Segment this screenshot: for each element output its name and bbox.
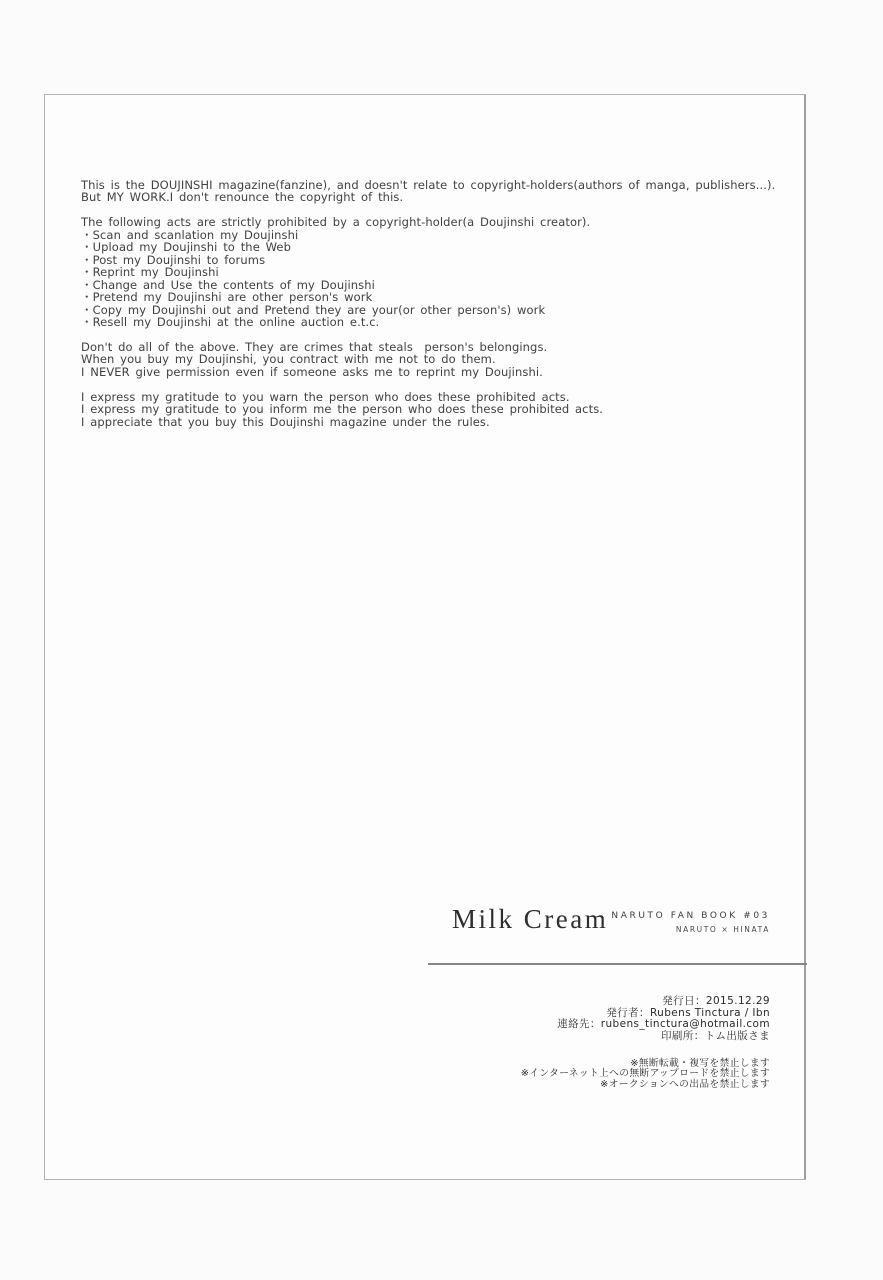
scanned-page-sheet <box>44 94 806 1180</box>
notice-intro-line: But MY WORK.I don't renounce the copyright of this. <box>81 190 404 205</box>
warning-line: Don't do all of the above. They are crimes that steals person's belongings. <box>81 339 548 354</box>
warning-line: When you buy my Doujinshi, you contract with me not to do them. <box>81 352 496 367</box>
prohibited-act-item: ・Reprint my Doujinshi <box>81 265 219 280</box>
series-label: NARUTO FAN BOOK #03 <box>611 911 770 921</box>
prohibited-act-item: ・Change and Use the contents of my Doujinshi <box>81 277 375 292</box>
prohibited-act-item: ・Pretend my Doujinshi are other person's work <box>81 290 373 305</box>
prohibited-act-item: ・Resell my Doujinshi at the online auction e.t.c. <box>81 315 380 330</box>
prohibition-note-line: ※インターネット上への無断アップロードを禁止します <box>520 1068 770 1080</box>
publisher-line: 発行者：Rubens Tinctura / Ibn <box>606 1006 770 1019</box>
prohibition-note-line: ※オークションへの出品を禁止します <box>600 1078 770 1090</box>
prohibited-act-item: ・Post my Doujinshi to forums <box>81 252 266 267</box>
pairing-label: NARUTO × HINATA <box>675 924 770 934</box>
divider-rule <box>428 963 807 965</box>
prohibited-act-item: ・Upload my Doujinshi to the Web <box>81 240 292 255</box>
printer-line: 印刷所：トム出版さま <box>661 1029 770 1042</box>
gratitude-line: I express my gratitude to you warn the person who does these prohibited acts. <box>81 389 570 404</box>
notice-intro-line: This is the DOUJINSHI magazine(fanzine), and doesn't relate to copyright-holders(authors of manga, publishers...). <box>81 178 776 192</box>
gratitude-line: I express my gratitude to you inform me the person who does these prohibited acts. <box>81 402 604 417</box>
publication-info <box>557 996 770 1042</box>
prohibition-notes <box>521 1059 770 1090</box>
contact-email-line: 連絡先：rubens_tinctura@hotmail.com <box>557 1018 770 1031</box>
gratitude-section <box>81 391 775 428</box>
series-block <box>611 911 770 934</box>
prohibited-act-item: ・Copy my Doujinshi out and Pretend they are your(or other person's) work <box>81 302 546 317</box>
publish-date-line: 発行日：2015.12.29 <box>662 995 770 1007</box>
prohibited-heading: The following acts are strictly prohibited by a copyright-holder(a Doujinshi creator). <box>81 215 591 230</box>
warning-section <box>81 341 775 378</box>
gratitude-line: I appreciate that you buy this Doujinshi magazine under the rules. <box>81 414 490 429</box>
notice-intro <box>81 179 775 204</box>
doujin-title: Milk Cream <box>452 904 609 934</box>
prohibited-acts-section <box>81 216 775 328</box>
prohibited-act-item: ・Scan and scanlation my Doujinshi <box>81 227 299 242</box>
warning-line: I NEVER give permission even if someone asks me to reprint my Doujinshi. <box>81 364 543 379</box>
copyright-notice <box>81 179 775 428</box>
prohibition-note-line: ※無断転載・複写を禁止します <box>630 1058 770 1069</box>
